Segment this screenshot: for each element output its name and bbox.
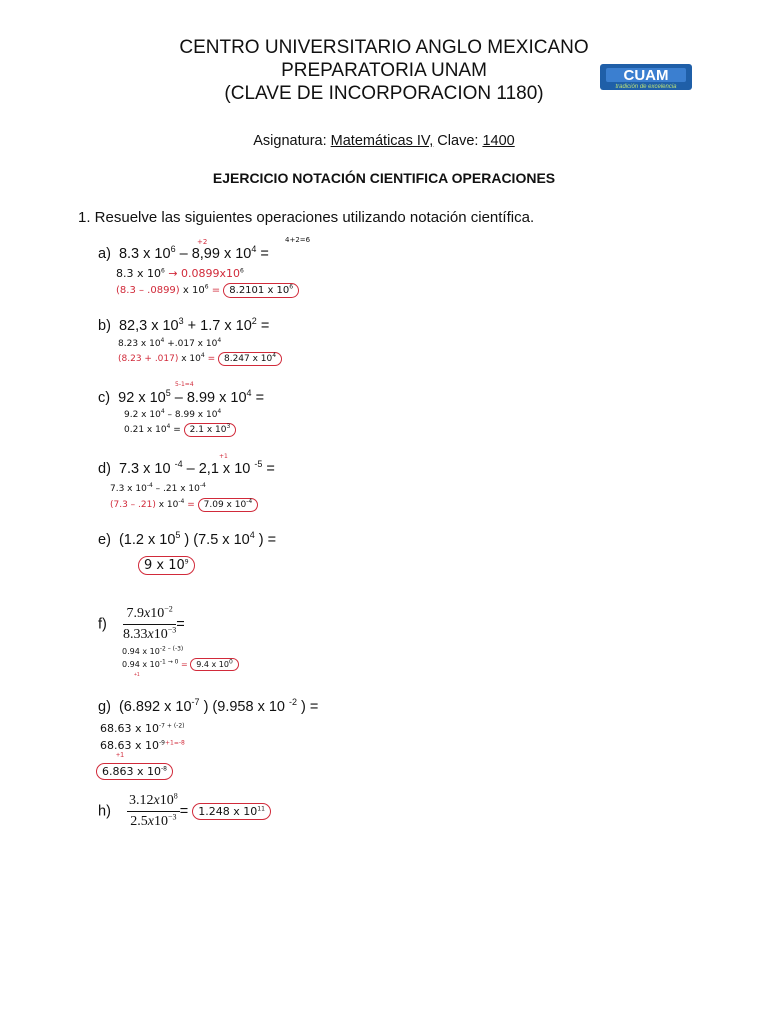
subject-name: Matemáticas IV, — [330, 133, 434, 149]
equals: = — [251, 390, 265, 406]
problem-b — [98, 318, 269, 334]
answer-c: 2.1 x $10^3$ — [184, 423, 237, 437]
exponent-1: -4 — [174, 459, 183, 470]
term-2: – 2,1 x 10 — [182, 461, 255, 477]
problem-label: g) — [98, 699, 111, 715]
answer-f: 9.4 x $10^0$ — [190, 658, 239, 671]
term-1: 8.3 x 10 — [118, 246, 171, 262]
exponent-2: -2 — [289, 697, 298, 708]
problem-h — [98, 793, 271, 830]
equals: = — [256, 318, 270, 334]
work-d-1: 7.3 x $10^{-4} - .21$ x $10^{-4}$ — [110, 482, 206, 494]
work-a-1: 8.3 x $10^6 \to 0.0899x10^6$ — [116, 267, 244, 280]
problem-label: a) — [98, 246, 111, 262]
answer-g: 6.863 x $10^{-8}$ — [96, 763, 173, 780]
school-name: CENTRO UNIVERSITARIO ANGLO MEXICANO — [179, 37, 589, 58]
annotation-a: +2 — [197, 238, 208, 246]
term-2: + 1.7 x 10 — [183, 318, 252, 334]
exponent-2: 4 — [246, 388, 252, 399]
exponent-2: 2 — [251, 316, 257, 327]
annotation-c: 5-1=4 — [175, 381, 194, 388]
problem-a — [98, 246, 269, 262]
work-c-2: 0.21 x $10^4 = 2.1$ x $10^3$ — [124, 425, 236, 435]
exponent-1: 3 — [178, 316, 184, 327]
problem-label: e) — [98, 532, 111, 548]
exponent-1: 5 — [165, 388, 171, 399]
work-b-2: (8.23 + .017) x $10^4 = 8.247$ x $10^4$ — [118, 354, 282, 364]
worksheet-title: EJERCICIO NOTACIÓN CIENTIFICA OPERACIONES — [212, 170, 556, 186]
term-2: ) (9.958 x 10 — [199, 699, 290, 715]
problem-label: b) — [98, 318, 111, 334]
answer-a: 8.2101 x $10^6$ — [223, 283, 299, 298]
exponent-1: 6 — [170, 244, 176, 255]
work-f-2: 0.94 x $10^{-1 \to 0} = 9.4$ x $10^0$ — [122, 660, 239, 669]
subject-line — [0, 133, 768, 149]
work-f-1: 0.94 x $10^{-2 - (-3)}$ — [122, 645, 184, 656]
problem-e — [98, 532, 276, 548]
subject-label: Asignatura: — [253, 133, 331, 149]
work-e — [138, 558, 195, 573]
term-2: – 8.99 x 10 — [170, 390, 247, 406]
equals: = — [176, 616, 185, 633]
term-1: (1.2 x 10 — [118, 532, 176, 548]
clave-value: 1400 — [482, 133, 515, 149]
annotation-f: +1 — [134, 672, 140, 678]
clave-label: Clave: — [433, 133, 483, 149]
exponent-1: 5 — [175, 530, 181, 541]
fraction-h: $\frac{3.12x10^8}{2.5x10^{-3}}$ — [129, 791, 178, 829]
school-program: PREPARATORIA UNAM — [281, 60, 487, 81]
exponent-1: -7 — [191, 697, 200, 708]
equals: = — [256, 246, 269, 262]
term-1: 7.3 x 10 — [118, 461, 175, 477]
exponent-2: -5 — [254, 459, 263, 470]
equals: ) = — [254, 532, 277, 548]
answer-e: 9 x $10^9$ — [138, 556, 195, 575]
problem-label: h) — [98, 803, 111, 820]
fraction-f: $\frac{7.9x10^{-2}}{8.33x10^{-3}}$ — [122, 604, 177, 642]
equals: = — [179, 803, 189, 820]
exponent-2: 4 — [251, 244, 257, 255]
answer-d: 7.09 x $10^{-4}$ — [198, 498, 259, 512]
problem-label: d) — [98, 461, 111, 477]
annotation-g: +1 — [116, 752, 124, 759]
work-a-2: (8.3 – .0899) x $10^6 = 8.2101$ x $10^6$ — [116, 285, 299, 296]
logo-tagline: tradición de excelencia — [615, 84, 677, 90]
problem-g — [98, 699, 318, 715]
work-g-2: 68.63 x $10^{-9+1=-8}$ — [100, 739, 185, 752]
annotation-a2: 4+2=6 — [285, 236, 311, 244]
problem-label: c) — [98, 390, 111, 406]
exponent-2: 4 — [249, 530, 255, 541]
term-1: 82,3 x 10 — [118, 318, 179, 334]
work-b-1: 8.23 x $10^4 +.017$ x $10^4$ — [118, 337, 222, 349]
work-d-2: (7.3 – .21) x $10^{-4} = 7.09$ x $10^{-4}$ — [110, 500, 258, 510]
instruction: 1. Resuelve las siguientes operaciones utilizando notación científica. — [78, 209, 535, 226]
problem-d — [98, 461, 275, 477]
cuam-logo — [600, 62, 692, 92]
problem-label: f) — [98, 616, 107, 633]
work-g-3 — [96, 765, 173, 778]
problem-c — [98, 390, 264, 406]
term-2: ) (7.5 x 10 — [180, 532, 250, 548]
problem-f — [98, 606, 185, 643]
logo-text: CUAM — [623, 67, 669, 84]
answer-b: 8.247 x $10^4$ — [218, 352, 282, 366]
equals: = — [262, 461, 275, 477]
term-2: – 8,99 x 10 — [175, 246, 252, 262]
work-c-1: 9.2 x $10^4 - 8.99$ x $10^4$ — [124, 408, 222, 420]
term-1: (6.892 x 10 — [118, 699, 192, 715]
work-g-1: 68.63 x $10^{-7 + (-2)}$ — [100, 722, 185, 735]
school-clave: (CLAVE DE INCORPORACION 1180) — [224, 83, 544, 104]
annotation-d: +1 — [219, 453, 228, 460]
equals: ) = — [297, 699, 319, 715]
answer-h: 1.248 x $10^{11}$ — [192, 803, 271, 820]
term-1: 92 x 10 — [118, 390, 166, 406]
